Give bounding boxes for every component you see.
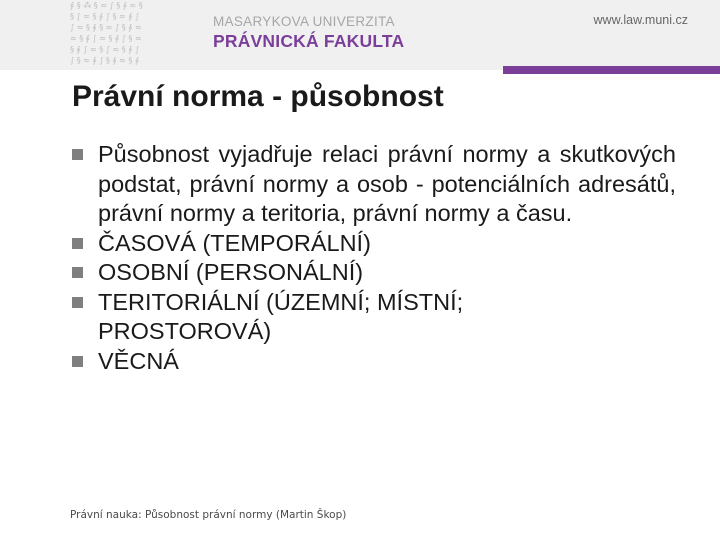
bullet-text: ČASOVÁ (TEMPORÁLNÍ) bbox=[98, 229, 371, 256]
svg-text:∫ ≈ § ∮ § ≈ ∫ § ∮ ≈: ∫ ≈ § ∮ § ≈ ∫ § ∮ ≈ bbox=[70, 23, 142, 32]
website-url[interactable]: www.law.muni.cz bbox=[593, 13, 688, 27]
faculty-name: PRÁVNICKÁ FAKULTA bbox=[213, 31, 405, 51]
svg-text:≈ § ∮ ∫ ≈ § ∮ ∫ § ≈: ≈ § ∮ ∫ ≈ § ∮ ∫ § ≈ bbox=[70, 34, 142, 43]
bullet-text: VĚCNÁ bbox=[98, 347, 179, 374]
bullet-text: TERITORIÁLNÍ (ÚZEMNÍ; MÍSTNÍ; PROSTOROVÁ) bbox=[98, 288, 464, 344]
bullet-item bbox=[70, 347, 676, 377]
svg-text:∫ § ≈ ∮ ∫ § ∮ ≈ § ∮: ∫ § ≈ ∮ ∫ § ∮ ≈ § ∮ bbox=[70, 56, 140, 65]
square-bullet-icon bbox=[72, 149, 83, 160]
bullet-item bbox=[70, 288, 568, 347]
square-bullet-icon bbox=[72, 267, 83, 278]
bullet-item bbox=[70, 140, 676, 229]
bullet-item bbox=[70, 258, 676, 288]
header-band bbox=[0, 0, 720, 70]
slide-title: Právní norma - působnost bbox=[72, 80, 444, 113]
bullet-list bbox=[70, 140, 676, 376]
square-bullet-icon bbox=[72, 297, 83, 308]
square-bullet-icon bbox=[72, 356, 83, 367]
bullet-text: Působnost vyjadřuje relaci právní normy a skutkových podstat, právní normy a osob - potenciálních adresátů, právní normy a teritoria, právní normy a času. bbox=[98, 141, 676, 226]
square-bullet-icon bbox=[72, 238, 83, 249]
university-name: MASARYKOVA UNIVERZITA bbox=[213, 14, 395, 29]
svg-text:§ ∫ ≈ § ∮ ∫ § ≈ ∮ ∫: § ∫ ≈ § ∮ ∫ § ≈ ∮ ∫ bbox=[70, 12, 140, 21]
bullet-item bbox=[70, 229, 676, 259]
law-symbols-pattern-icon bbox=[68, 0, 188, 70]
slide-footer: Právní nauka: Působnost právní normy (Martin Škop) bbox=[70, 509, 347, 521]
svg-text:§ ∮ ∫ ≈ § ∫ ≈ § ∮ ∫: § ∮ ∫ ≈ § ∫ ≈ § ∮ ∫ bbox=[70, 45, 140, 54]
accent-bar bbox=[503, 66, 720, 74]
bullet-text: OSOBNÍ (PERSONÁLNÍ) bbox=[98, 259, 364, 285]
svg-text:∮ § ⁂ § ≈ ∫ § ∮ ≈ §: ∮ § ⁂ § ≈ ∫ § ∮ ≈ § bbox=[70, 1, 143, 10]
